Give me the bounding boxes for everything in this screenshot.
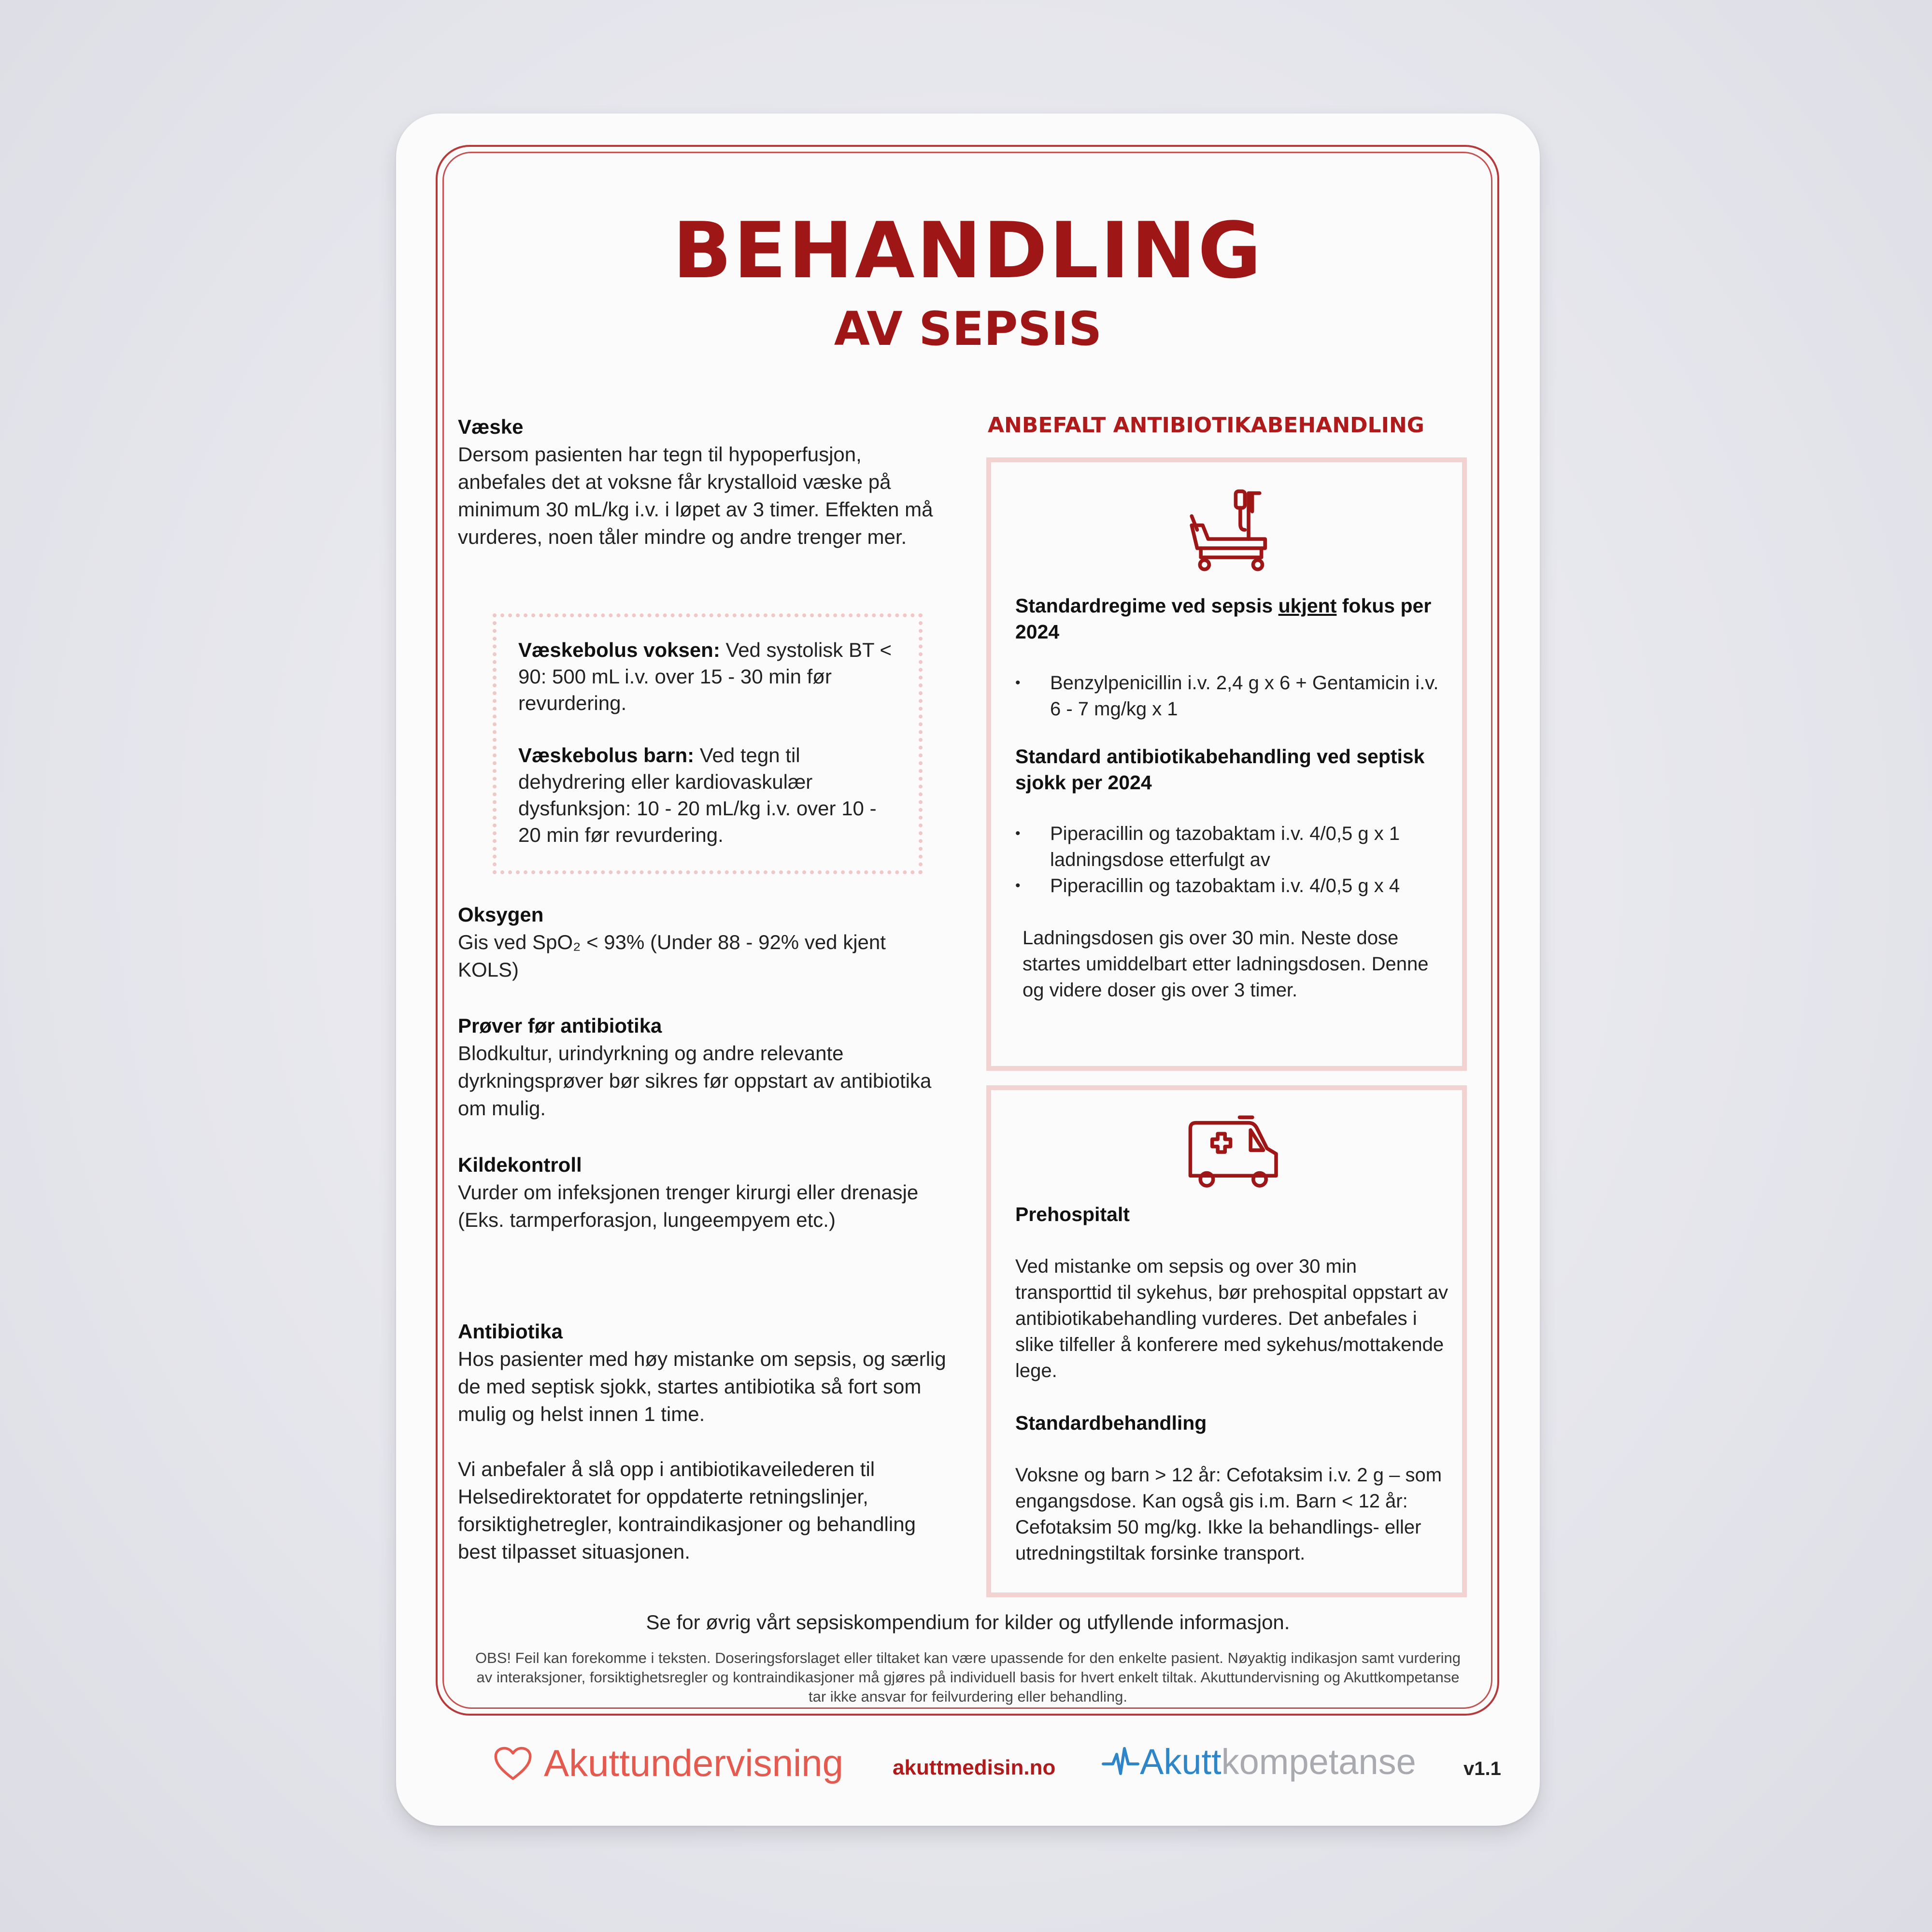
section-heading: Oksygen <box>458 903 544 926</box>
prehospital-text: Ved mistanke om sepsis og over 30 min transporttid til sykehus, bør prehospital oppstart av antibiotikabehandling vurderes. Det anbefales i slike tilfeller å konferere med sykehus/mottakende lege. <box>1015 1256 1448 1381</box>
prehospital-box <box>986 1085 1467 1597</box>
version-label: v1.1 <box>1463 1758 1501 1779</box>
akuttkompetanse-logo <box>1101 1741 1416 1782</box>
bolus-child-label: Væskebolus barn: <box>518 744 695 767</box>
prehospital-box-content <box>1015 1201 1455 1566</box>
regimen-heading-unknown-focus <box>1015 593 1450 645</box>
antibiotic-box <box>986 457 1467 1071</box>
disclaimer: OBS! Feil kan forekomme i teksten. Doseringsforslaget eller tiltaket kan være upassende for den enkelte pasient. Nøyaktig indikasjon samt vurdering av interaksjoner, forsiktighetsregler og kontraindikasjoner må gjøres på individuell basis for hvert enkelt tiltak. Akuttundervisning og Akuttkompetanse tar ikke ansvar for feilvurdering eller behandling. <box>475 1649 1461 1705</box>
prehospital-heading: Prehospitalt <box>1015 1203 1130 1225</box>
bolus-child-text: Ved tegn til dehydrering eller kardiovaskulær dysfunksjon: 10 - 20 mL/kg i.v. over 10 - 20 min før revurdering. <box>518 744 877 846</box>
ambulance-icon <box>1184 1112 1286 1194</box>
logo-text-akutt: Akutt <box>1140 1742 1222 1782</box>
regimen-list-1 <box>1015 670 1450 722</box>
heading-part: Standardregime ved sepsis <box>1015 595 1279 617</box>
heartbeat-icon <box>1101 1743 1140 1781</box>
bolus-adult-text: Ved systolisk BT < 90: 500 mL i.v. over 15 - 30 min før revurdering. <box>518 639 892 714</box>
standard-treatment-heading: Standardbehandling <box>1015 1412 1207 1434</box>
section-text: Blodkultur, urindyrkning og andre relevante dyrkningsprøver bør sikres før oppstart av antibiotika om mulig. <box>458 1042 932 1120</box>
info-card <box>396 114 1540 1826</box>
heading-underlined: ukjent <box>1278 595 1337 617</box>
akuttundervisning-logo <box>493 1741 843 1785</box>
section-text: Hos pasienter med høy mistanke om sepsis, og særlig de med septisk sjokk, startes antibiotika så fort som mulig og helst innen 1 time. <box>458 1348 946 1425</box>
logo-text-kompetanse: kompetanse <box>1221 1742 1416 1782</box>
list-item: • Piperacillin og tazobaktam i.v. 4/0,5 g x 4 <box>1015 873 1450 899</box>
left-column <box>458 413 941 551</box>
section-text: Dersom pasienten har tegn til hypoperfusjon, anbefales det at voksne får krystalloid væske på minimum 30 mL/kg i.v. i løpet av 3 timer. Effekten må vurderes, noen tåler mindre og andre trenger mer. <box>458 443 933 548</box>
heart-icon <box>493 1745 533 1782</box>
heading-part: fokus per 2024 <box>1015 595 1432 643</box>
logo-text: Akuttundervisning <box>544 1742 844 1784</box>
section-oksygen <box>458 901 941 983</box>
card-title: BEHANDLING <box>672 205 1264 296</box>
fluid-bolus-box <box>493 613 923 874</box>
standard-treatment-text: Voksne og barn > 12 år: Cefotaksim i.v. 2 g – som engangsdose. Kan også gis i.m. Barn < 12 år: Cefotaksim 50 mg/kg. Ikke la behandlings- eller utredningstiltak forsinke transport. <box>1015 1464 1442 1564</box>
section-kildekontroll <box>458 1151 946 1234</box>
loading-dose-note: Ladningsdosen gis over 30 min. Neste dose startes umiddelbart etter ladningsdosen. Denne og videre doser gis over 3 timer. <box>1023 927 1429 1001</box>
regimen-list-2 <box>1015 821 1450 899</box>
bolus-adult <box>518 637 899 716</box>
section-antibiotika <box>458 1318 951 1565</box>
section-heading: Prøver før antibiotika <box>458 1014 662 1037</box>
section-heading: Antibiotika <box>458 1320 563 1343</box>
list-item: • Benzylpenicillin i.v. 2,4 g x 6 + Gentamicin i.v. 6 - 7 mg/kg x 1 <box>1015 670 1450 722</box>
regimen-heading-septic-shock: Standard antibiotikabehandling ved septisk sjokk per 2024 <box>1015 745 1425 794</box>
section-text: Gis ved SpO₂ < 93% (Under 88 - 92% ved kjent KOLS) <box>458 931 886 981</box>
website-url: akuttmedisin.no <box>893 1756 1056 1779</box>
section-heading: Kildekontroll <box>458 1153 582 1176</box>
footer-note: Se for øvrig vårt sepsiskompendium for kilder og utfyllende informasjon. <box>646 1611 1290 1634</box>
section-vaeske <box>458 413 941 551</box>
section-text: Vurder om infeksjonen trenger kirurgi eller drenasje (Eks. tarmperforasjon, lungeempyem etc.) <box>458 1181 919 1231</box>
list-item: • Piperacillin og tazobaktam i.v. 4/0,5 g x 1 ladningsdose etterfulgt av <box>1015 821 1450 873</box>
bolus-adult-label: Væskebolus voksen: <box>518 639 720 661</box>
right-heading: ANBEFALT ANTIBIOTIKABEHANDLING <box>988 413 1424 438</box>
hospital-bed-icon <box>1184 484 1276 576</box>
antibiotic-box-content <box>1015 593 1450 1003</box>
bolus-child <box>518 742 899 848</box>
section-heading: Væske <box>458 415 524 438</box>
card-subtitle: AV SEPSIS <box>834 302 1102 356</box>
section-text-2: Vi anbefaler å slå opp i antibiotikaveilederen til Helsedirektoratet for oppdaterte retningslinjer, forsiktighetregler, kontraindikasjoner og behandling best tilpasset situasjonen. <box>458 1458 916 1563</box>
section-prover <box>458 1012 941 1122</box>
